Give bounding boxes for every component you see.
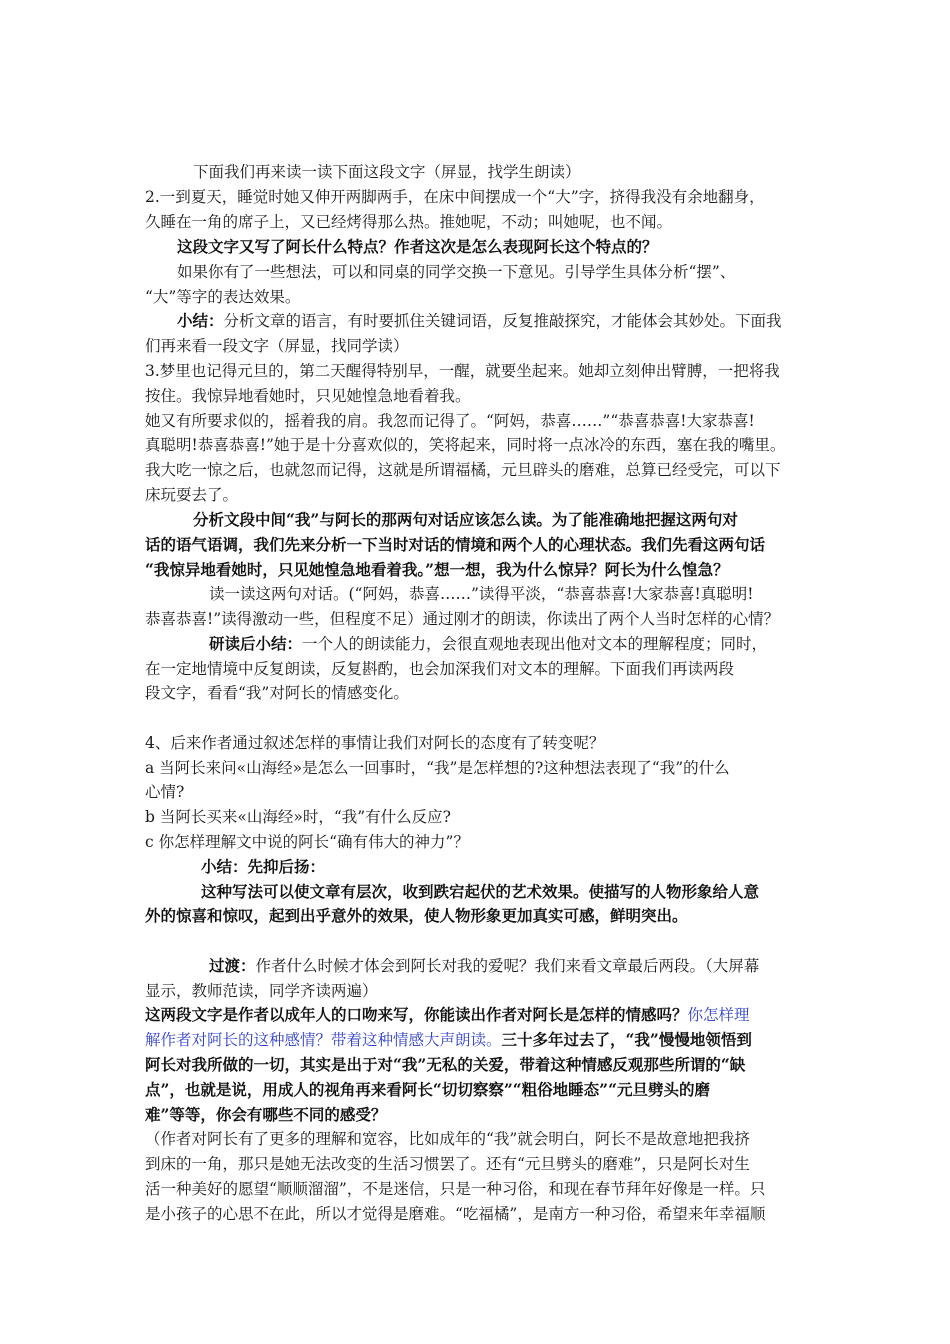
text-segment: 话的语气语调，我们先来分析一下当时对话的情境和两个人的心理状态。我们先看这两句话 [145, 535, 766, 554]
text-segment: 解作者对阿长的这种感情？带着这种情感大声朗读。 [145, 1031, 502, 1049]
text-line [177, 236, 658, 258]
text-segment: 小结：先抑后扬： [201, 857, 326, 876]
text-segment: 我大吃一惊之后，也就忽而记得，这就是所谓福橘，元旦辟头的磨难，总算已经受完，可以下 [145, 461, 781, 479]
text-line [145, 410, 755, 432]
text-segment: 读一读这两句对话。(“阿妈，恭喜……”读得平淡，“恭喜恭喜!大家恭喜!真聪明! [209, 585, 754, 603]
text-line [145, 385, 471, 407]
text-segment: 分析文章的语言，有时要抓住关键词语，反复推敲探究，才能体会其妙处。下面我 [223, 312, 782, 330]
text-segment: 在一定地情境中反复朗读，反复斟酌，也会加深我们对文本的理解。下面我们再读两段 [145, 660, 735, 678]
text-segment: 三十多年过去了，“我”慢慢地领悟到 [501, 1030, 752, 1049]
text-segment: 是小孩子的心思不在此，所以才觉得是磨难。“吃福橘”，是南方一种习俗，希望来年幸福顺 [145, 1205, 766, 1223]
text-segment: 过渡： [209, 956, 256, 975]
text-line [145, 781, 184, 803]
text-line [145, 905, 688, 927]
text-segment: “大”等字的表达效果。 [145, 288, 301, 306]
text-segment: 久睡在一角的席子上，又已经烤得那么热。推她呢，不动；叫她呢，也不闻。 [145, 213, 673, 231]
text-segment: 研读后小结： [209, 634, 303, 653]
text-segment: 4、后来作者通过叙述怎样的事情让我们对阿长的态度有了转变呢？ [145, 734, 605, 752]
text-segment: 外的惊喜和惊叹，起到出乎意外的效果，使人物形象更加真实可感，鲜明突出。 [145, 906, 688, 925]
text-line [193, 509, 738, 531]
text-segment: 按住。我惊异地看她时，只见她惶急地看着我。 [145, 387, 471, 405]
text-segment: 显示，教师范读，同学齐读两遍） [145, 982, 378, 1000]
text-segment: 恭喜恭喜!”读得激动一些，但程度不足）通过刚才的朗读，你读出了两个人当时怎样的心情？ [145, 610, 780, 628]
text-line [145, 434, 785, 456]
text-segment: （作者对阿长有了更多的理解和宽容，比如成年的“我”就会明白，阿长不是故意地把我挤 [145, 1130, 750, 1148]
text-segment: “我惊异地看她时，只见她惶急地看着我。”想一想，我为什么惊异？阿长为什么惶急？ [145, 560, 729, 579]
text-segment: 一个人的朗读能力，会很直观地表现出他对文本的理解程度；同时， [302, 635, 768, 653]
text-line [145, 980, 378, 1002]
text-line [145, 459, 781, 481]
text-line [145, 732, 604, 754]
text-segment: 3.梦里也记得元旦的，第二天醒得特别早，一醒，就要坐起来。她却立刻伸出臂膊，一把将我 [145, 362, 780, 380]
text-segment: 你怎样理 [687, 1006, 750, 1024]
text-line [145, 559, 729, 581]
text-line [145, 1203, 765, 1225]
text-line [201, 881, 759, 903]
text-line [145, 1029, 752, 1051]
text-line [145, 682, 409, 704]
text-segment: 床玩耍去了。 [145, 486, 239, 504]
text-line [209, 583, 754, 605]
text-line [145, 1079, 710, 1101]
text-line [209, 633, 767, 655]
text-segment: 2.一到夏天，睡觉时她又伸开两脚两手，在床中间摆成一个“大”字，挤得我没有余地翻身， [145, 188, 765, 206]
text-line [145, 1153, 750, 1175]
text-line [145, 806, 451, 828]
text-segment: a 当阿长来问«山海经»是怎么一回事时，“我”是怎样想的?这种想法表现了“我”的什么 [145, 759, 730, 777]
text-line [145, 335, 409, 357]
text-line [145, 1128, 750, 1150]
text-segment: 们再来看一段文字（屏显，找同学读） [145, 337, 409, 355]
text-line [177, 310, 782, 332]
text-segment: 下面我们再来读一读下面这段文字（屏显，找学生朗读） [193, 163, 581, 181]
text-segment: 段文字，看看“我”对阿长的情感变化。 [145, 684, 409, 702]
text-line [145, 1178, 765, 1200]
text-segment: c 你怎样理解文中说的阿长“确有伟大的神力”？ [145, 833, 469, 851]
text-line [145, 360, 780, 382]
text-line [177, 261, 735, 283]
text-segment: 活一种美好的愿望“顺顺溜溜”，不是迷信，只是一种习俗，和现在春节拜年好像是一样。只 [145, 1180, 766, 1198]
text-line [145, 1104, 386, 1126]
text-segment: 阿长对我所做的一切，其实是出于对“我”无私的关爱，带着这种情感反观那些所谓的“缺 [145, 1055, 746, 1074]
text-segment: 这段文字又写了阿长什么特点？作者这次是怎么表现阿长这个特点的？ [177, 237, 658, 256]
text-line [193, 161, 581, 183]
text-segment: 如果你有了一些想法，可以和同桌的同学交换一下意见。引导学生具体分析“摆”、 [177, 263, 736, 281]
text-line [145, 757, 730, 779]
text-line [145, 286, 300, 308]
text-segment: 点”，也就是说，用成人的视角再来看阿长“切切察察”“粗俗地睡态”“元旦劈头的磨 [145, 1080, 710, 1099]
text-segment: 小结： [177, 311, 224, 330]
text-line [201, 856, 325, 878]
text-line [145, 186, 765, 208]
text-line [145, 658, 734, 680]
text-segment: 真聪明!恭喜恭喜!”她于是十分喜欢似的，笑将起来，同时将一点冰冷的东西，塞在我的嘴里。 [145, 436, 786, 454]
text-line [209, 955, 759, 977]
text-segment: 难”等等，你会有哪些不同的感受？ [145, 1105, 387, 1124]
text-segment: 到床的一角，那只是她无法改变的生活习惯罢了。还有“元旦劈头的磨难”，只是阿长对生 [145, 1155, 750, 1173]
text-line [145, 608, 779, 630]
text-segment: 分析文段中间“我”与阿长的那两句对话应该怎么读。为了能准确地把握这两句对 [193, 510, 738, 529]
text-segment: 这种写法可以使文章有层次，收到跌宕起伏的艺术效果。使描写的人物形象给人意 [201, 882, 760, 901]
text-segment: b 当阿长买来«山海经»时，“我”有什么反应? [145, 808, 451, 826]
text-segment: 作者什么时候才体会到阿长对我的爱呢？我们来看文章最后两段。（大屏幕 [255, 957, 760, 975]
text-line [145, 1054, 745, 1076]
text-segment: 她又有所要求似的，摇着我的肩。我忽而记得了。“阿妈，恭喜……”“恭喜恭喜!大家恭喜! [145, 412, 755, 430]
text-line [145, 831, 469, 853]
text-line [145, 1004, 750, 1026]
text-segment: 心情? [145, 783, 185, 801]
text-line [145, 484, 238, 506]
text-line [145, 211, 672, 233]
text-line [145, 534, 765, 556]
text-segment: 这两段文字是作者以成年人的口吻来写，你能读出作者对阿长是怎样的情感吗？ [145, 1005, 688, 1024]
